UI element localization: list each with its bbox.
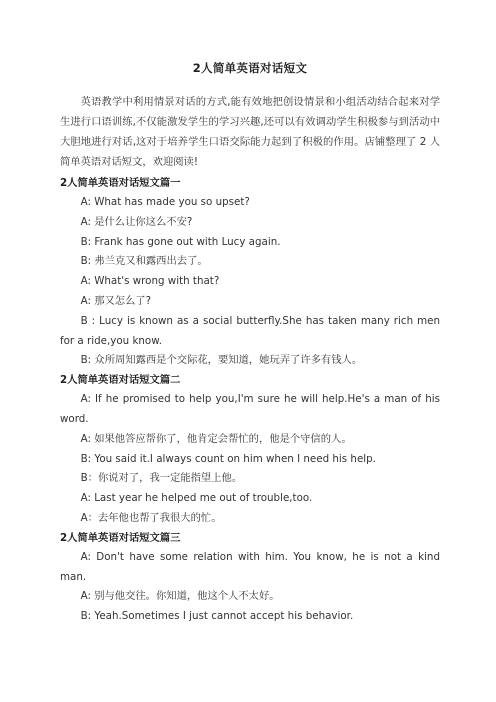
dialogue-line: B: 众所周知露西是个交际花，要知道，她玩弄了许多有钱人。 xyxy=(80,354,363,367)
dialogue-line: A: What has made you so upset? xyxy=(80,196,250,208)
dialogue-line: B: You said it.I always count on him when I need his help. xyxy=(80,452,376,465)
intro-paragraph: 英语教学中利用情景对话的方式,能有效地把创设情景和小组活动结合起来对学生进行口语训练,不仅能激发学生的学习兴趣,还可以有效调动学生积极参与到活动中大胆地进行对话,这对于培养学生口语交际能力起到了积极的作用。店铺整理了 2 人简单英语对话短文，欢迎阅读! xyxy=(60,96,440,168)
dialogue-line: B：你说对了，我一定能指望上他。 xyxy=(80,472,243,485)
dialogue-line: A: 如果他答应帮你了，他肯定会帮忙的，他是个守信的人。 xyxy=(80,432,352,445)
dialogue-line: B : Lucy is known as a social butterfly.She has taken many rich men for a ride,you know. xyxy=(60,314,440,347)
section-3 xyxy=(60,529,440,627)
dialogue-line: A: 别与他交往。你知道，他这个人不太好。 xyxy=(80,590,280,603)
dialogue-line: A: 那又怎么了? xyxy=(80,294,152,307)
section-heading: 2人简单英语对话短文篇三 xyxy=(60,531,181,544)
section-2 xyxy=(60,371,440,529)
dialogue-line: A: 是什么让你这么不安? xyxy=(80,215,193,228)
dialogue-line: A: If he promised to help you,I'm sure he will help.He's a man of his word. xyxy=(60,393,440,425)
section-heading: 2人简单英语对话短文篇一 xyxy=(60,177,181,189)
dialogue-line: B: Yeah.Sometimes I just cannot accept his behavior. xyxy=(80,610,354,623)
dialogue-line: B: 弗兰克又和露西出去了。 xyxy=(80,255,208,268)
dialogue-line: A: Last year he helped me out of trouble,too. xyxy=(80,492,313,505)
section-1 xyxy=(60,174,440,371)
dialogue-line: B: Frank has gone out with Lucy again. xyxy=(80,235,281,248)
dialogue-line: A: What's wrong with that? xyxy=(80,275,220,288)
document-title: 2人简单英语对话短文 xyxy=(192,61,308,75)
section-heading: 2人简单英语对话短文篇二 xyxy=(60,374,181,387)
dialogue-line: A: Don't have some relation with him. You know, he is not a kind man. xyxy=(60,550,440,583)
dialogue-line: A：去年他也帮了我很大的忙。 xyxy=(80,511,222,524)
